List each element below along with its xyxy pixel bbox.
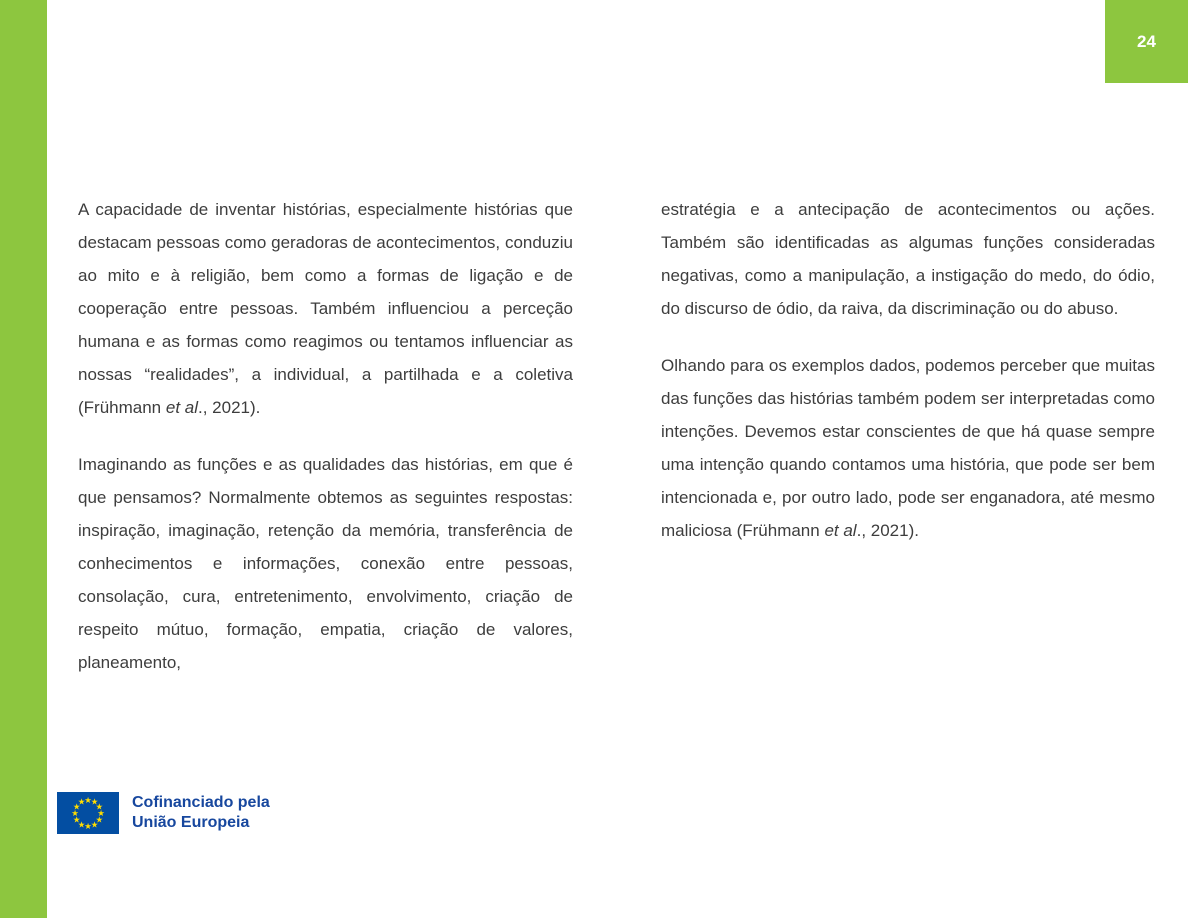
svg-text:★: ★ bbox=[77, 796, 86, 807]
svg-text:★: ★ bbox=[71, 808, 79, 818]
svg-text:★: ★ bbox=[72, 801, 81, 812]
paragraph-2: Imaginando as funções e as qualidades das histórias, em que é que pensamos? Normalmente obtemos as seguintes respostas: inspiração, imaginação, retenção da memória, transferência de conhecimentos e informações, conexão entre pessoas, consolação, cura, entretenimento, envolvimento, criação de respeito mútuo, formação, empatia, criação de valores, planeamento, bbox=[78, 455, 573, 672]
paragraph-4-text: Olhando para os exemplos dados, podemos perceber que muitas das funções das histórias também podem ser interpretadas como intenções. Devemos estar conscientes de que há quase sempre uma intenção quando contamos uma história, que pode ser bem intencionada e, por outro lado, pode ser enganadora, até mesmo maliciosa (Frühmann bbox=[661, 356, 1155, 540]
page-number-badge bbox=[1105, 0, 1188, 83]
svg-text:★: ★ bbox=[84, 821, 92, 831]
citation-italic: et al bbox=[824, 521, 857, 540]
paragraph-1 bbox=[78, 193, 573, 424]
paragraph-4-end: ., 2021). bbox=[856, 521, 919, 540]
svg-text:★: ★ bbox=[77, 819, 86, 830]
page-number: 24 bbox=[1137, 31, 1156, 51]
eu-logo-caption-line1: Cofinanciado pela bbox=[132, 794, 270, 811]
svg-text:★: ★ bbox=[90, 796, 99, 807]
svg-text:★: ★ bbox=[84, 795, 92, 805]
left-accent-bar bbox=[0, 0, 47, 918]
eu-logo-caption bbox=[132, 793, 270, 833]
paragraph-1-text: A capacidade de inventar histórias, especialmente histórias que destacam pessoas como geradoras de acontecimentos, conduziu ao mito e à religião, bem como a formas de ligação e de cooperação entre pessoas. Também influenciou a perceção humana e as formas como reagimos ou tentamos influenciar as nossas “realidades”, a individual, a partilhada e a coletiva (Frühmann bbox=[78, 200, 573, 417]
paragraph-4 bbox=[661, 349, 1155, 547]
eu-cofunded-logo bbox=[57, 792, 270, 834]
svg-text:★: ★ bbox=[97, 808, 105, 818]
text-column-right bbox=[661, 193, 1155, 703]
body-text bbox=[78, 193, 1155, 703]
svg-text:★: ★ bbox=[90, 819, 99, 830]
svg-text:★: ★ bbox=[95, 814, 104, 825]
text-column-left bbox=[78, 193, 573, 703]
paragraph-1-end: ., 2021). bbox=[198, 398, 261, 417]
svg-text:★: ★ bbox=[95, 801, 104, 812]
svg-text:★: ★ bbox=[72, 814, 81, 825]
eu-logo-caption-line2: União Europeia bbox=[132, 814, 250, 831]
paragraph-3: estratégia e a antecipação de acontecimentos ou ações. Também são identificadas as algumas funções consideradas negativas, como a manipulação, a instigação do medo, do ódio, do discurso de ódio, da raiva, da discriminação ou do abuso. bbox=[661, 200, 1155, 318]
eu-flag-icon bbox=[57, 792, 119, 834]
citation-italic: et al bbox=[165, 398, 199, 417]
